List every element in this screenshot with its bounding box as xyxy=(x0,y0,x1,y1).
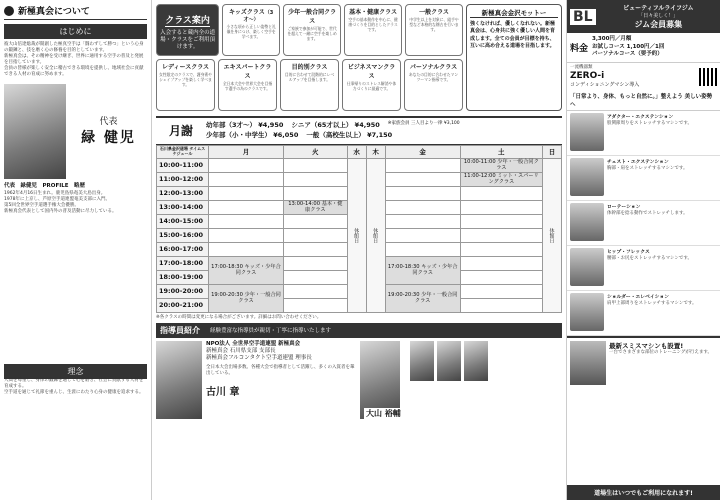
event-sat-2: 11:00-12:00 ミット・スパーリングクラス xyxy=(460,172,542,186)
rinen-heading: 理念 xyxy=(4,364,147,379)
model-name: ZERO-i xyxy=(570,71,605,82)
catch-copy: 「日常より、身体、もっと自然に。」整えよう 美しい姿勢へ xyxy=(567,90,720,111)
monthly-fees: 月謝 幼年部（3才〜） ¥4,950 シニア（65才以上） ¥4,950 ※家族会員 三人目より一律 ¥3,100 少年部（小・中学生） ¥6,050 一般（高校生以上） ¥7,150 xyxy=(156,116,562,145)
qr-code-icon[interactable] xyxy=(699,68,717,86)
machine-item: ローテーション 体幹部を捻る動作でストレッチします。 xyxy=(567,201,720,246)
machine-image xyxy=(570,248,604,286)
machine-image xyxy=(570,113,604,151)
staff-photo xyxy=(437,341,461,381)
schedule-note: ※各クラスの時間は変更になる場合がございます。詳細はお問い合わせください。 xyxy=(156,314,322,320)
rinen-text: 人間を尊重し、身体の鍛錬を通じて心を磨き、社会に貢献する人材を育成する。 空手道を通じて礼節を重んじ、生涯にわたり心身の健康を追求する。 xyxy=(4,378,144,396)
fee-junior: 少年部（小・中学生） ¥6,050 xyxy=(206,130,299,139)
gym-logo: BL xyxy=(570,9,596,25)
class-card: エキスパートクラス 全日本大会や世界大会を目指す選手の為のクラスです。 xyxy=(218,59,277,111)
staff-photo xyxy=(410,341,434,381)
gym-footer: 道場生はいつでもご利用になれます! xyxy=(567,485,720,500)
event-fri-2: 19:00-20:30 少年・一般合同クラス xyxy=(385,284,460,312)
class-card: 目的別クラス 目的に合わせて段階的にレベルアップを目指します。 xyxy=(280,59,339,111)
about-title: 新極真会について xyxy=(4,4,147,20)
profile-heading: 代表 緑健児 PROFILE 略歴 xyxy=(4,183,86,190)
class-intro-box: クラス案内 入会すると蔵内全の道場・クラスをご利用頂けます。 xyxy=(156,4,219,56)
schedule-table: 石川県金沢道場 タイムスケジュール 月 火 水 木 金 土 日 10:00-11:00 休館日 休館日 10:00-11:00 少年・一般合同クラス 休館日 11:00-12:00 11:00-12:00 ミット・スパーリングクラス 12:00-13:00 13:00-14:00 13:00-14:00 基本・健康クラス 14:00-15:00 15:00-16:00 16:00-17:00 17:00-18:00 17:00-18:30 キッズ・少年合同クラス 17:00-18:30 キッズ・少年合同クラス 18:00-19:00 19:00-20:00 19:00-20:30 少年・一般合同クラス 19:00-20:30 少年・一般合同クラス 20:00-21:00 xyxy=(156,145,562,313)
intro-text: 彼大山倍達総裁が開創した極真空手は「闘わずして勝つ」という心身の鍛錬と、技を磨く心の修養を目的としています。 新極真会は、その精神を受け継ぎ、世界に通用する空手の普及と発展を目指しています。 会員の皆様が楽しく安全に稽古できる環境を提供し、地域社会に貢献できる人材の育成に努めます。 xyxy=(4,42,144,78)
class-card: ビジネスマンクラス 仕事帰りのストレス解消や体力づくりに最適です。 xyxy=(342,59,401,111)
machine-item: ヒップ・フレックス 腰部・お尻をストレッチするマシンです。 xyxy=(567,246,720,291)
instructor-name-2: 大山 裕輔 xyxy=(366,408,401,418)
staff-photo xyxy=(464,341,488,381)
fee-kids: 幼年部（3才〜） ¥4,950 xyxy=(206,121,284,129)
gym-header: BL ビューティフルライフジム 「日々美しく！」 ジム会員募集 xyxy=(567,0,720,33)
event-sat-1: 10:00-11:00 少年・一般合同クラス xyxy=(460,158,542,172)
motto-box: 新極真会金沢モットー 強くなければ、優しくなれない。新極真会は、心身共に強く優しい人間を育成します。全ての会員が目標を持ち、互いに高め合える道場を目指します。 xyxy=(466,4,562,111)
fee-note: ※家族会員 三人目より一律 ¥3,100 xyxy=(387,121,460,126)
right-column: BL ビューティフルライフジム 「日々美しく！」 ジム会員募集 料金 3,300円／月額 お試しコース 1,100円／1回 パーソナルコース（要予約） 一流機器類 ZERO-i コンディショニングマシン導入 「日常より、身体、もっと自然に。」整えよう 美しい姿勢へ アダクター・エクステンション 股関節周りをストレッチするマシンです。 チェスト・エクステンション 胸部・肩をストレッチするマシンです。 ローテーション 体幹部を捻る動作でストレッチします。 ヒップ・フレックス 腰部・お尻をストレッチするマシンです。 ショルダー・エレベイション 肩甲上部周りをストレッチするマシンです。 最新スミスマシンも設置! 一台でさまざまな部位のトレーニングが行えます。 道場生はいつでもご利用になれます! xyxy=(566,0,720,500)
logo-icon xyxy=(4,6,14,16)
left-column xyxy=(0,0,152,500)
machine-image xyxy=(570,158,604,196)
class-card: 基本・健康クラス 空手の基本動作を中心に、健康づくりを目的としたクラスです。 xyxy=(344,4,402,56)
machine-item: ショルダー・エレベイション 肩甲上部周りをストレッチするマシンです。 xyxy=(567,291,720,336)
class-card: 一般クラス 中学生以上を対象に、組手や型など本格的な稽古を行います。 xyxy=(405,4,463,56)
class-card: パーソナルクラス あなたの目的に合わせたマンツーマン指導です。 xyxy=(404,59,463,111)
event-tue-1: 13:00-14:00 基本・健康クラス xyxy=(283,200,347,214)
fee-adult: 一般（高校生以上） ¥7,150 xyxy=(306,130,393,139)
rep-title: 代表 xyxy=(99,117,118,128)
representative-photo xyxy=(4,84,66,179)
class-card: レディースクラス 女性限定のクラスで、護身術やシェイプアップを楽しく学べます。 xyxy=(156,59,215,111)
intro-heading: はじめに xyxy=(4,24,147,39)
machine-item: アダクター・エクステンション 股関節周りをストレッチするマシンです。 xyxy=(567,111,720,156)
class-card: 少年一般合同クラス ご家族で参加が可能で、世代を超えて一緒に空手を楽しめます。 xyxy=(283,4,341,56)
rep-name: 緑 健児 xyxy=(81,130,136,147)
event-fri-1: 17:00-18:30 キッズ・少年合同クラス xyxy=(385,256,460,284)
machine-image xyxy=(570,203,604,241)
class-card: キッズクラス（3才〜） 小さな頃から正しい姿勢と礼儀を身につけ、楽しく空手を学べます。 xyxy=(222,4,280,56)
instructor-name-1: 古川 章 xyxy=(206,386,240,398)
instructor-photo xyxy=(156,341,202,419)
profile-text: 1962年4月16日生まれ。鹿児島県奄美大島出身。 1978年に上京し、芦原空手道連盟奄美支部に入門。 第5回全世界空手道選手権大会優勝。 新極真会代表として国内外の普及活動に尽力している。 xyxy=(4,190,117,214)
promo-title: 最新スミスマシンも設置! xyxy=(609,342,684,351)
smith-machine-image xyxy=(570,341,606,385)
instructor-header: 指導員紹介 経験豊富な指導員が親切・丁寧に指導いたします xyxy=(156,323,562,338)
fee-senior: シニア（65才以上） ¥4,950 xyxy=(291,121,380,129)
machine-image xyxy=(570,293,604,331)
event-mon-1: 17:00-18:30 キッズ・少年合同クラス xyxy=(209,256,284,284)
middle-column: クラス案内 入会すると蔵内全の道場・クラスをご利用頂けます。 キッズクラス（3才〜） 小さな頃から正しい姿勢と礼儀を身につけ、楽しく空手を学べます。 少年一般合同クラス ご家族で参加が可能で、世代を超えて一緒に空手を楽しめます。 基本・健康クラス 空手の基本動作を中心に、健康づくりを目的としたクラスです。 一般クラス 中学生以上を対象に、組手や型など本格的な稽古を行います。 レディースクラス 女性限定のクラスで、護身術やシェイプアップを楽しく学べます。 エキスパートクラス 全日本大会や世界大会を目指す選手の為のクラスです。 目的別クラス 目的に合わせて段階的にレベルアップを目指します。 ビジネスマンクラス 仕事帰りのストレス解消や体力づくりに最適です。 パーソナルクラス あなたの目的に合わせたマンツーマン指導です。 新極真会金沢モットー 強くなければ、優しくなれない。新極真会は、心身共に強く優しい人間を育成します。全ての会員が目標を持ち、互いに高め合える道場を目指します。 月謝 幼年部（3才〜） ¥4,950 シニア（65才以上） ¥4,950 ※家族会員 三人目より一律 ¥3,100 少年部（小・中学生） ¥6,050 一般（高校生以上） ¥7,150 石川県金沢道場 タイムスケジュール 月 火 水 木 金 土 日 10:00-11:00 休館日 休館日 10:00-11:00 少年・一般合同クラス 休館日 11:00-12:00 11:00-12:00 ミット・スパーリングクラス 12:00-13:00 13:00-14:00 13:00-14:00 基本・健康クラス 14:00-15:00 15:00-16:00 16:00-17:00 17:00-18:00 17:00-18:30 キッズ・少年合同クラス 17:00-18:30 キッズ・少年合同クラス 18:00-19:00 19:00-20:00 19:00-20:30 少年・一般合同クラス 19:00-20:30 少年・一般合同クラス 20:00-21:00 ※各クラスの時間は変更になる場合がございます。詳細はお問い合わせください。 指導員紹介 経験豊富な指導員が親切・丁寧に指導いたします NPO法人 全世界空手道連盟 新極真会 新極真会 石川県支部 支部長 新極真会フルコンタクト空手道連盟 理事長 全日本大会出場多数。各種大会で指導者として活躍し、多くの入賞者を輩出している。 古川 章 大山 裕輔 xyxy=(152,0,566,500)
event-mon-2: 19:00-20:30 少年・一般合同クラス xyxy=(209,284,284,312)
machine-item: チェスト・エクステンション 胸部・肩をストレッチするマシンです。 xyxy=(567,156,720,201)
